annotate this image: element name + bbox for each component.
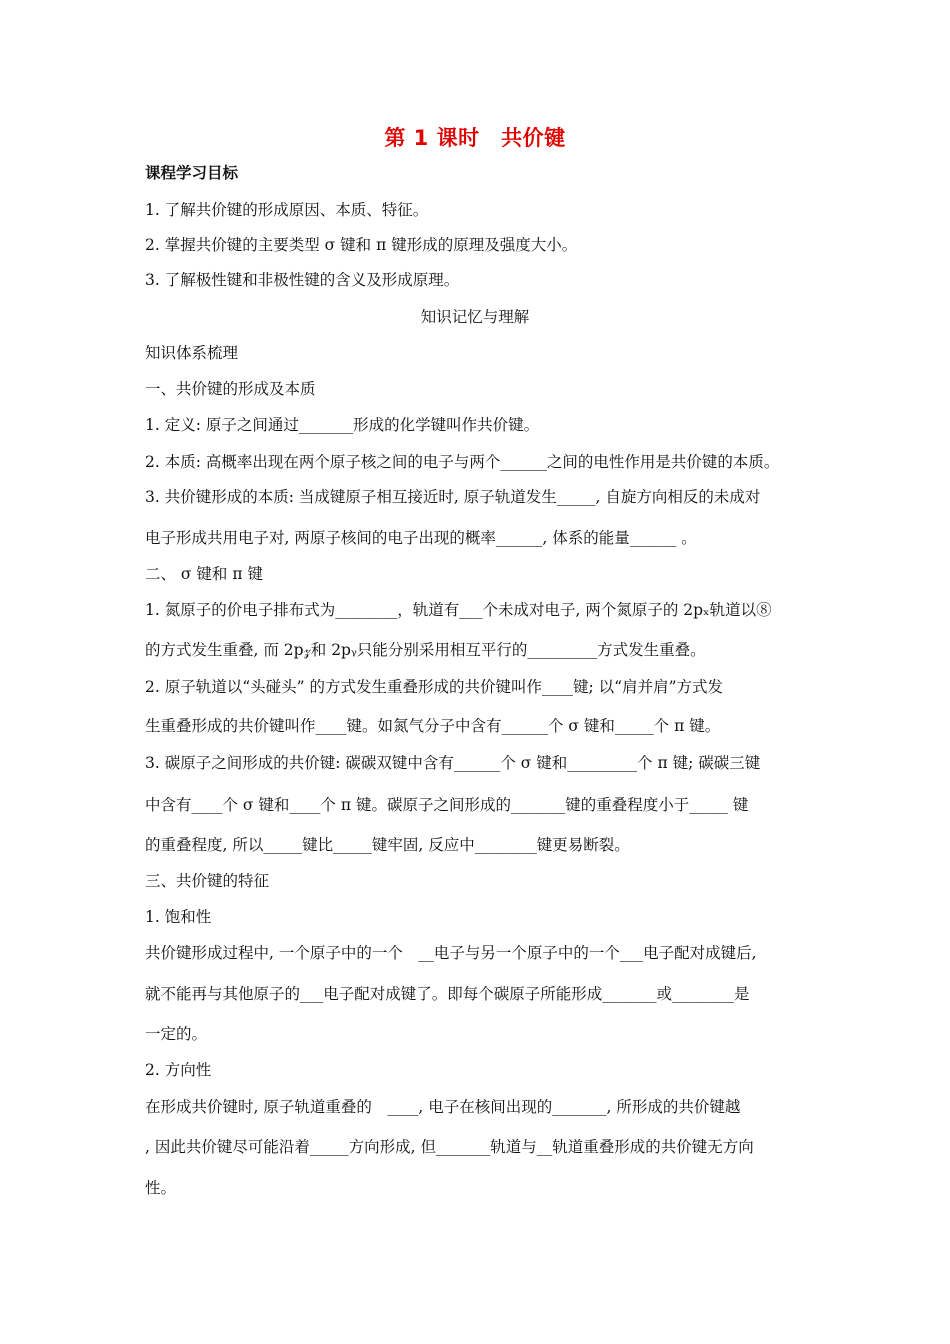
text-line: , 因此共价键尽可能沿着_____方向形成, 但_______轨道与__轨道重叠形成的共价键无方向 [145, 1138, 754, 1156]
section-heading: 知识记忆与理解 [420, 308, 530, 326]
text-line: 的重叠程度, 所以_____键比_____键牢固, 反应中________键更易断裂。 [145, 836, 630, 854]
text-line: 2. 本质: 高概率出现在两个原子核之间的电子与两个______之间的电性作用是共价键的本质。 [145, 453, 780, 471]
subheading: 知识体系梳理 [145, 344, 239, 362]
text-line: 2. 方向性 [145, 1061, 212, 1079]
text-line: 就不能再与其他原子的___电子配对成键了。即每个碳原子所能形成_______或________是 [145, 985, 750, 1003]
text-line: 中含有____个 σ 键和____个 π 键。碳原子之间形成的_______键的重叠程度小于_____ 键 [145, 796, 749, 814]
page-title: 第 1 课时 共价键 [384, 126, 566, 150]
part1-heading: 一、共价键的形成及本质 [145, 380, 316, 398]
text-line: 1. 饱和性 [145, 908, 212, 926]
objectives-heading: 课程学习目标 [145, 164, 239, 182]
objective-item: 1. 了解共价键的形成原因、本质、特征。 [145, 201, 429, 219]
text-line: 2. 原子轨道以“头碰头” 的方式发生重叠形成的共价键叫作____键; 以“肩并肩”方式发 [145, 678, 723, 696]
text-line: 电子形成共用电子对, 两原子核间的电子出现的概率______, 体系的能量______ 。 [145, 529, 697, 547]
text-line: 1. 氮原子的价电子排布式为________，轨道有___个未成对电子, 两个氮原子的 2pₓ轨道以⑧ [145, 601, 772, 619]
text-line: 3. 共价键形成的本质: 当成键原子相互接近时, 原子轨道发生_____, 自旋方向相反的未成对 [145, 488, 761, 506]
text-line: 在形成共价键时, 原子轨道重叠的 ____, 电子在核间出现的_______, 所形成的共价键越 [145, 1098, 741, 1116]
objective-item: 2. 掌握共价键的主要类型 σ 键和 π 键形成的原理及强度大小。 [145, 236, 578, 254]
text-line: 共价键形成过程中, 一个原子中的一个 __电子与另一个原子中的一个___电子配对成键后, [145, 944, 757, 962]
part3-heading: 三、共价键的特征 [145, 872, 270, 890]
text-line: 性。 [145, 1179, 177, 1197]
part2-heading: 二、 σ 键和 π 键 [145, 565, 263, 583]
text-line: 1. 定义: 原子之间通过_______形成的化学键叫作共价键。 [145, 416, 540, 434]
text-line: 3. 碳原子之间形成的共价键: 碳碳双键中含有______个 σ 键和_________个 π 键; 碳碳三键 [145, 754, 761, 772]
objective-item: 3. 了解极性键和非极性键的含义及形成原理。 [145, 271, 460, 289]
text-line: 一定的。 [145, 1025, 208, 1043]
text-line: 生重叠形成的共价键叫作____键。如氮气分子中含有______个 σ 键和_____个 π 键。 [145, 717, 721, 735]
text-line: 的方式发生重叠, 而 2p𝓏和 2pᵧ只能分别采用相互平行的_________方式发生重叠。 [145, 641, 706, 659]
